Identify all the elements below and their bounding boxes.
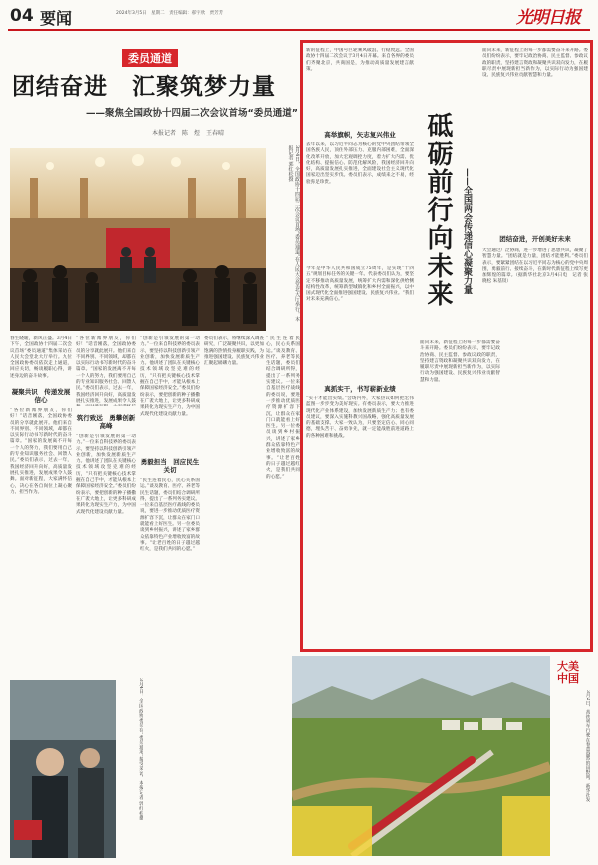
interview-photo-illustration	[10, 680, 116, 858]
feature-subtitle: ——全国两会传递信心凝聚力量	[462, 168, 472, 294]
feature-col-5: 面向未来，新征程上的每一步都需要奋斗来开路。委员们纷纷表示，要牢记政治协商、民主监督、参政议政的职责，坚持建言资政和凝聚共识双向发力，在履职尽责中展现新担当新作为，以实际行动为强国建设、民族复兴伟业贡献智慧和力量。	[482, 48, 588, 79]
feature-col-2: 今年是中华人民共和国成立75周年，是实现“十四五”规划目标任务的关键一年。代表委员们认为，要坚定不移推动高质量发展，统筹扩大内需和深化供给侧结构性改革，统筹新型城镇化和乡村全面振兴，以中国式现代化全面推进强国建设、民族复兴伟业。“我们对未来充满信心。”	[306, 266, 414, 303]
feature-intro: 新的征程上，中国号巨轮乘风破浪、行稳致远。全国政协十四届二次会议于3月4日开幕。来自各界的委员们齐聚北京，共商国是，为推动高质量发展建言献策。	[306, 48, 414, 72]
feature-subhead-1: 高举旗帜，矢志复兴伟业	[324, 131, 396, 139]
header-rule	[8, 29, 590, 31]
interview-photo-caption: 3月4日，全国政协委员在“委员通道”接受采访。本报记者 郭红松摄	[138, 678, 143, 821]
body-column-3: “民生连着民心，民心关系国运。”谈及教育、医疗、养老等民生话题，委员们结合调研所得，提出了一系列务实建议。一位来自基层医疗战线的委员说，要进一步推动优质医疗资源扩容下沉，让群众在家门口就能看上好医生。另一位委员谈到乡村振兴，讲述了家乡群众依靠特色产业增收致富的故事。“让老百姓的日子越过越红火，是我们共同的心愿。”	[140, 478, 200, 553]
body-column-4: 委员们表示，将继续深入调查研究，广泛凝聚共识，以更加饱满的热情投身履职实践，为推进强国建设、民族复兴伟业汇聚起磅礴力量。	[204, 336, 264, 367]
photo-column-title: 大美中国	[557, 660, 579, 685]
column-tag: 委员通道	[122, 49, 178, 67]
body-column-3a: “创新是引领发展的第一动力。”一位来自科技界的委员表示，要坚持以科技创新引领产业创新，加快发展新质生产力。他讲述了团队在关键核心技术领域攻坚克难的经历，“只有把关键核心技术掌握在自己手中，才能从根本上保障国家经济安全。”委员们纷纷表示，要把创新的种子播撒在广袤大地上，让更多科研成果转化为现实生产力，为中国式现代化建设贡献力量。	[140, 336, 200, 417]
feature-subhead-3: 团结奋进，开创美好未来	[499, 235, 571, 243]
landscape-photo-illustration	[292, 656, 550, 856]
hall-photo-illustration	[10, 148, 266, 331]
feature-col-3: “实干才能出实绩。”会场内外，大家热议如何把宏伟蓝图一步步变为美好现实。有委员表示，要大力推进现代化产业体系建设，加快发展新质生产力；也有委员建议，要深入实施科教兴国战略，强化高质量发展的基础支撑。大家一致认为，只要坚定信心、同心同德，埋头苦干、奋勇争先，就一定能战胜前进道路上的各种困难和挑战。	[306, 396, 414, 439]
feature-title: 砥砺前行向未来	[423, 112, 453, 308]
body-column-2a: “各位新闻界朋友，你们好！”话音刚落，全国政协委员的分享就此展开。他们来自不同界别、不同领域，却都在以实际行动书写新时代的奋斗篇章。“国家的发展离不开每一个人的努力，我们要用自己的专业知识服务社会、回馈人民。”委员们表示，过去一年，我国经济回升向好，高质量发展扎实推进，发展成果令人鼓	[76, 336, 136, 404]
issue-meta: 2024年3月5日 星期二 责任编辑：郝宇欣 贾芳芳	[116, 11, 224, 16]
intro-paragraph: 春生晓暖，新风正盛。3月4日下午，全国政协十四届二次会议首场“委员通道”集体采访在人民大会堂北大厅举行。九位全国政协委员依次走上通道，回应关切，畅谈履职心得，讲述身边的奋斗故事。	[10, 336, 72, 379]
body-column-5: “民生连着民心，民心关系国运。”谈及教育、医疗、养老等民生话题，委员们结合调研所得，提出了一系列务实建议。一位来自基层医疗战线的委员说，要进一步推动优质医疗资源扩容下沉，让群众在家门口就能看上好医生。另一位委员谈到乡村振兴，讲述了家乡群众依靠特色产业增收致富的故事。“让老百姓的日子越过越红火，是我们共同的心愿。”	[266, 336, 300, 480]
headline: 团结奋进 汇聚筑梦力量	[12, 74, 276, 100]
subhead-consensus: 凝聚共识 传递发展信心	[11, 388, 71, 404]
feature-col-4: 面向未来，新征程上的每一步都需要奋斗来开路。委员们纷纷表示，要牢记政治协商、民主监督、参政议政的职责，坚持建言资政和凝聚共识双向发力，在履职尽责中展现新担当新作为，以实际行动为强国建设、民族复兴伟业贡献智慧和力量。	[420, 340, 500, 383]
subhead-livelihood: 勇毅担当 回应民生关切	[140, 458, 200, 474]
page-number: 04	[10, 6, 34, 26]
feature-subhead-2: 真抓实干，书写崭新业绩	[324, 385, 396, 393]
body-column-2: “创新是引领发展的第一动力。”一位来自科技界的委员表示，要坚持以科技创新引领产业创新，加快发展新质生产力。他讲述了团队在关键核心技术领域攻坚克难的经历，“只有把关键核心技术掌握在自己手中，才能从根本上保障国家经济安全。”委员们纷纷表示，要把创新的种子播撒在广袤大地上，让更多科研成果转化为现实生产力，为中国式现代化建设贡献力量。	[76, 434, 136, 515]
subhead-innovation: 筑行致远 勇攀创新高峰	[76, 414, 136, 430]
interview-photo	[10, 680, 116, 858]
section-title: 要闻	[40, 9, 73, 28]
feature-col-1: 去年以来，以习近平同志为核心的党中央团结带领全国各族人民，顶住外部压力、克服内部困难，全面深化改革开放，加大宏观调控力度，着力扩大内需、优化结构、提振信心、防范化解风险，我国经济回升向好，高质量发展扎实推进，全面建设社会主义现代化国家迈出坚实步伐。委员们表示，成绩来之不易，经验弥足珍贵。	[306, 142, 414, 185]
headline-subtitle: ——聚焦全国政协十四届二次会议首场“委员通道”	[86, 108, 298, 119]
masthead-logo: 光明日报	[516, 8, 580, 28]
landscape-caption: 3月2日，高铁列车行驶在春意盎然的田野间。新华社发	[585, 690, 590, 802]
feature-col-6: 大会通过广泛协商，进一步增进了思想共识，凝聚了智慧力量。“团结就是力量，团结才能胜利。”委员们表示，要紧紧团结在以习近平同志为核心的党中央周围，勇毅前行、接续奋斗，在新时代新征程上续写更加辉煌的篇章。（据新华社北京3月4日电 记者 张晓松 朱基钗）	[482, 248, 588, 285]
hall-photo	[10, 148, 266, 331]
photo-caption: 3月4日，全国政协十四届二次会议首场“委员通道”在人民大会堂北大厅举行。本报记者 郭红松摄	[287, 145, 300, 322]
byline: 本报记者 陈 煜 王春晴	[152, 130, 225, 137]
body-column-1: “各位新闻界朋友，你们好！”话音刚落，全国政协委员的分享就此展开。他们来自不同界别、不同领域，却都在以实际行动书写新时代的奋斗篇章。“国家的发展离不开每一个人的努力，我们要用自己的专业知识服务社会、回馈人民。”委员们表示，过去一年，我国经济回升向好，高质量发展扎实推进，发展成果令人鼓舞。面对新征程，大家满怀信心，决心在各自岗位上凝心聚力、担当作为。	[10, 408, 72, 495]
landscape-photo	[292, 656, 550, 856]
